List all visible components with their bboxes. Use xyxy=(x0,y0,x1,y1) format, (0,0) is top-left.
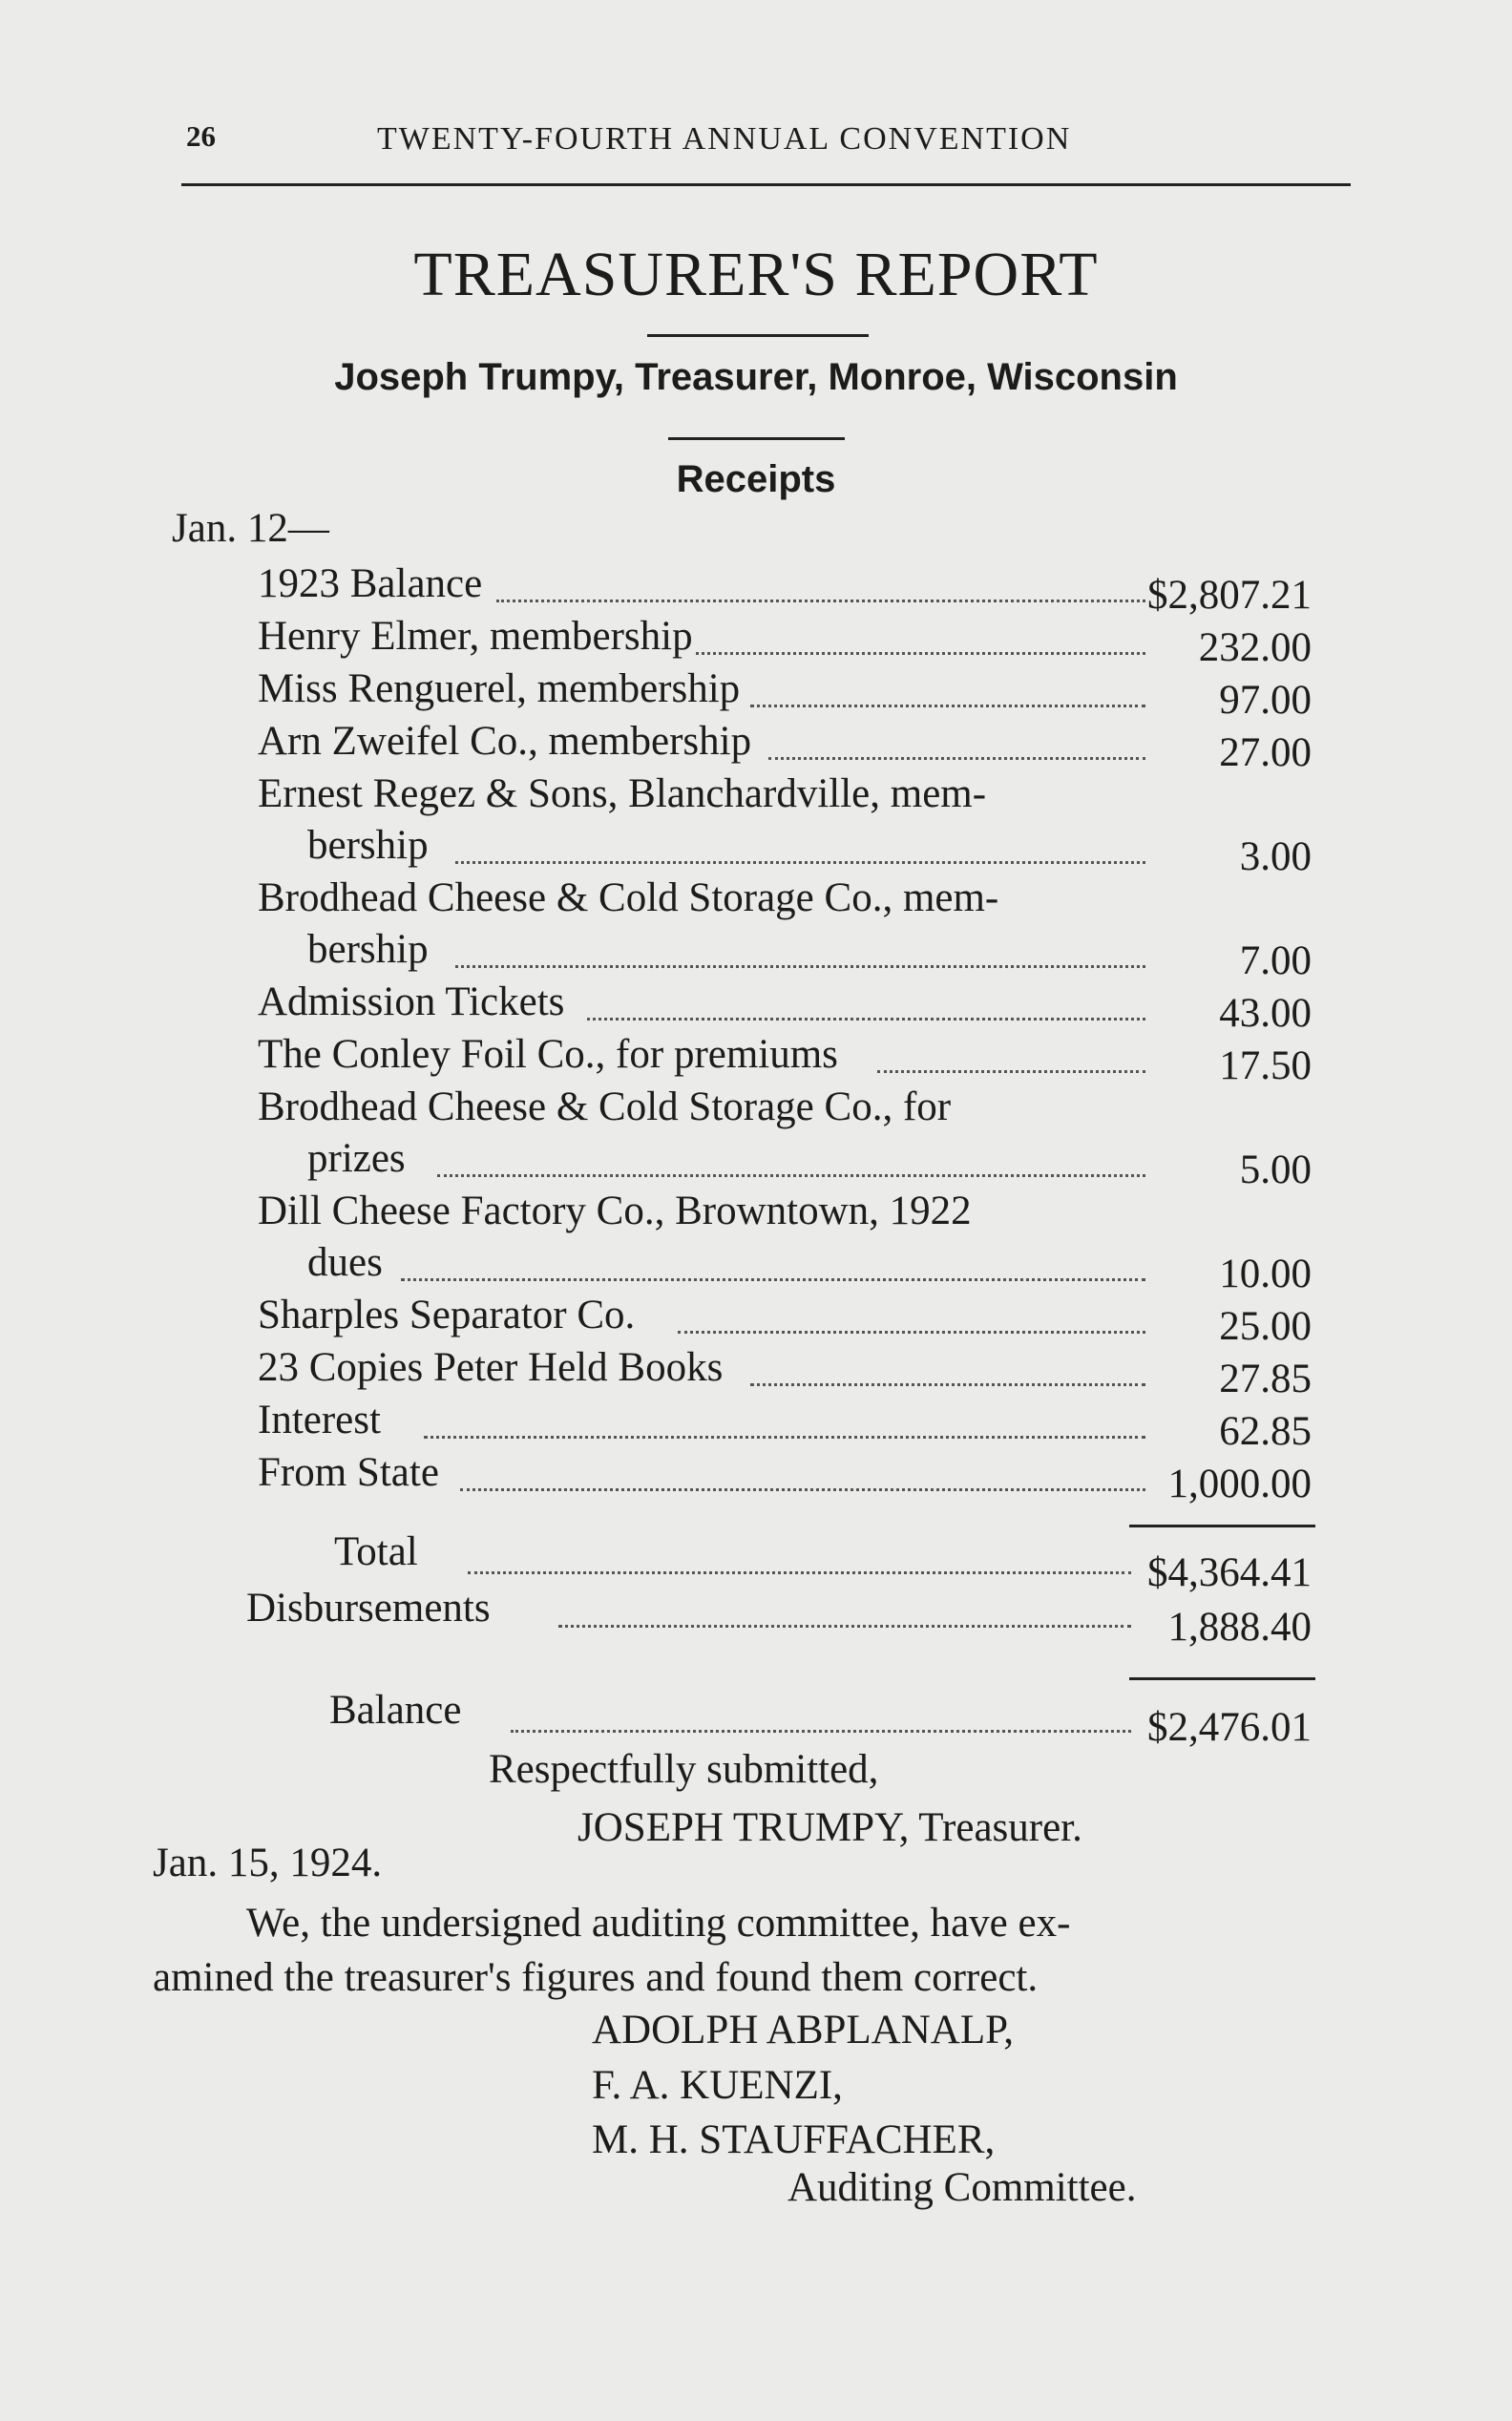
dot-leader xyxy=(424,1436,1145,1439)
dot-leader xyxy=(750,705,1145,707)
dot-leader xyxy=(696,652,1145,655)
title-rule xyxy=(647,334,869,337)
balance-leader xyxy=(511,1730,1131,1733)
receipts-date: Jan. 12— xyxy=(172,506,329,551)
receipt-amount: 3.00 xyxy=(1239,834,1312,879)
audit-statement-line-1: We, the undersigned auditing committee, have ex- xyxy=(246,1901,1071,1946)
total-rule xyxy=(1129,1525,1315,1527)
page-number: 26 xyxy=(186,119,216,153)
subtitle: Joseph Trumpy, Treasurer, Monroe, Wisconsin xyxy=(334,356,1178,398)
receipt-description: Admission Tickets xyxy=(258,979,565,1024)
dot-leader xyxy=(877,1070,1145,1073)
dot-leader xyxy=(678,1331,1145,1334)
dot-leader xyxy=(455,861,1145,864)
running-title: TWENTY-FOURTH ANNUAL CONVENTION xyxy=(377,121,1072,157)
receipt-description: 1923 Balance xyxy=(258,561,483,606)
receipt-amount: 5.00 xyxy=(1239,1147,1312,1192)
dot-leader xyxy=(460,1488,1145,1491)
disbursements-leader xyxy=(558,1625,1131,1628)
audit-statement-line-2: amined the treasurer's figures and found them correct. xyxy=(153,1955,1039,2000)
receipt-description-continued: dues xyxy=(307,1240,383,1285)
receipt-amount: 27.00 xyxy=(1219,730,1312,775)
receipt-amount: $2,807.21 xyxy=(1147,573,1312,618)
receipt-amount: 17.50 xyxy=(1219,1043,1312,1088)
receipt-description: Sharples Separator Co. xyxy=(258,1293,636,1337)
dot-leader xyxy=(437,1174,1145,1177)
balance-rule xyxy=(1129,1677,1315,1680)
total-amount: $4,364.41 xyxy=(1147,1550,1312,1595)
receipt-description-continued: bership xyxy=(307,927,429,972)
receipt-amount: 232.00 xyxy=(1198,625,1312,670)
page-header xyxy=(181,119,1351,177)
disbursements-amount: 1,888.40 xyxy=(1167,1605,1312,1650)
receipt-description: The Conley Foil Co., for premiums xyxy=(258,1032,838,1077)
receipts-heading: Receipts xyxy=(676,458,836,500)
receipt-description-continued: prizes xyxy=(307,1136,406,1181)
dot-leader xyxy=(750,1383,1145,1386)
receipt-description: Arn Zweifel Co., membership xyxy=(258,719,752,764)
dot-leader xyxy=(401,1278,1145,1281)
receipt-description: Ernest Regez & Sons, Blanchardville, mem- xyxy=(258,771,987,816)
receipt-description: Brodhead Cheese & Cold Storage Co., for xyxy=(258,1084,952,1129)
auditor-name: M. H. STAUFFACHER, xyxy=(592,2117,996,2162)
receipt-description: Interest xyxy=(258,1398,381,1442)
receipt-description: 23 Copies Peter Held Books xyxy=(258,1345,724,1390)
disbursements-label: Disbursements xyxy=(246,1586,491,1631)
receipt-amount: 1,000.00 xyxy=(1167,1462,1312,1506)
auditing-committee-label: Auditing Committee. xyxy=(788,2165,1137,2210)
total-label: Total xyxy=(334,1529,418,1574)
balance-label: Balance xyxy=(329,1688,462,1733)
receipt-description: Miss Renguerel, membership xyxy=(258,666,741,711)
receipt-amount: 43.00 xyxy=(1219,991,1312,1036)
receipt-amount: 10.00 xyxy=(1219,1252,1312,1296)
dot-leader xyxy=(587,1018,1145,1021)
dot-leader xyxy=(496,600,1145,602)
receipt-description: From State xyxy=(258,1450,439,1495)
header-rule xyxy=(181,183,1351,186)
treasurer-signature: JOSEPH TRUMPY, Treasurer. xyxy=(578,1805,1082,1850)
receipt-amount: 97.00 xyxy=(1219,678,1312,723)
respectfully-submitted: Respectfully submitted, xyxy=(489,1747,879,1792)
receipt-description: Henry Elmer, membership xyxy=(258,614,693,659)
subtitle-rule xyxy=(668,437,845,440)
balance-amount: $2,476.01 xyxy=(1147,1705,1312,1750)
auditor-name: ADOLPH ABPLANALP, xyxy=(592,2008,1015,2053)
receipt-amount: 27.85 xyxy=(1219,1357,1312,1401)
total-leader xyxy=(468,1571,1131,1574)
receipt-amount: 62.85 xyxy=(1219,1409,1312,1454)
audit-date: Jan. 15, 1924. xyxy=(153,1841,383,1885)
auditor-name: F. A. KUENZI, xyxy=(592,2063,843,2108)
receipt-amount: 25.00 xyxy=(1219,1304,1312,1349)
dot-leader xyxy=(768,757,1145,760)
receipt-description: Dill Cheese Factory Co., Browntown, 1922 xyxy=(258,1189,972,1233)
page-title: TREASURER'S REPORT xyxy=(413,240,1099,309)
receipt-description: Brodhead Cheese & Cold Storage Co., mem- xyxy=(258,875,999,920)
receipt-amount: 7.00 xyxy=(1239,938,1312,983)
dot-leader xyxy=(455,965,1145,968)
receipt-description-continued: bership xyxy=(307,823,429,868)
